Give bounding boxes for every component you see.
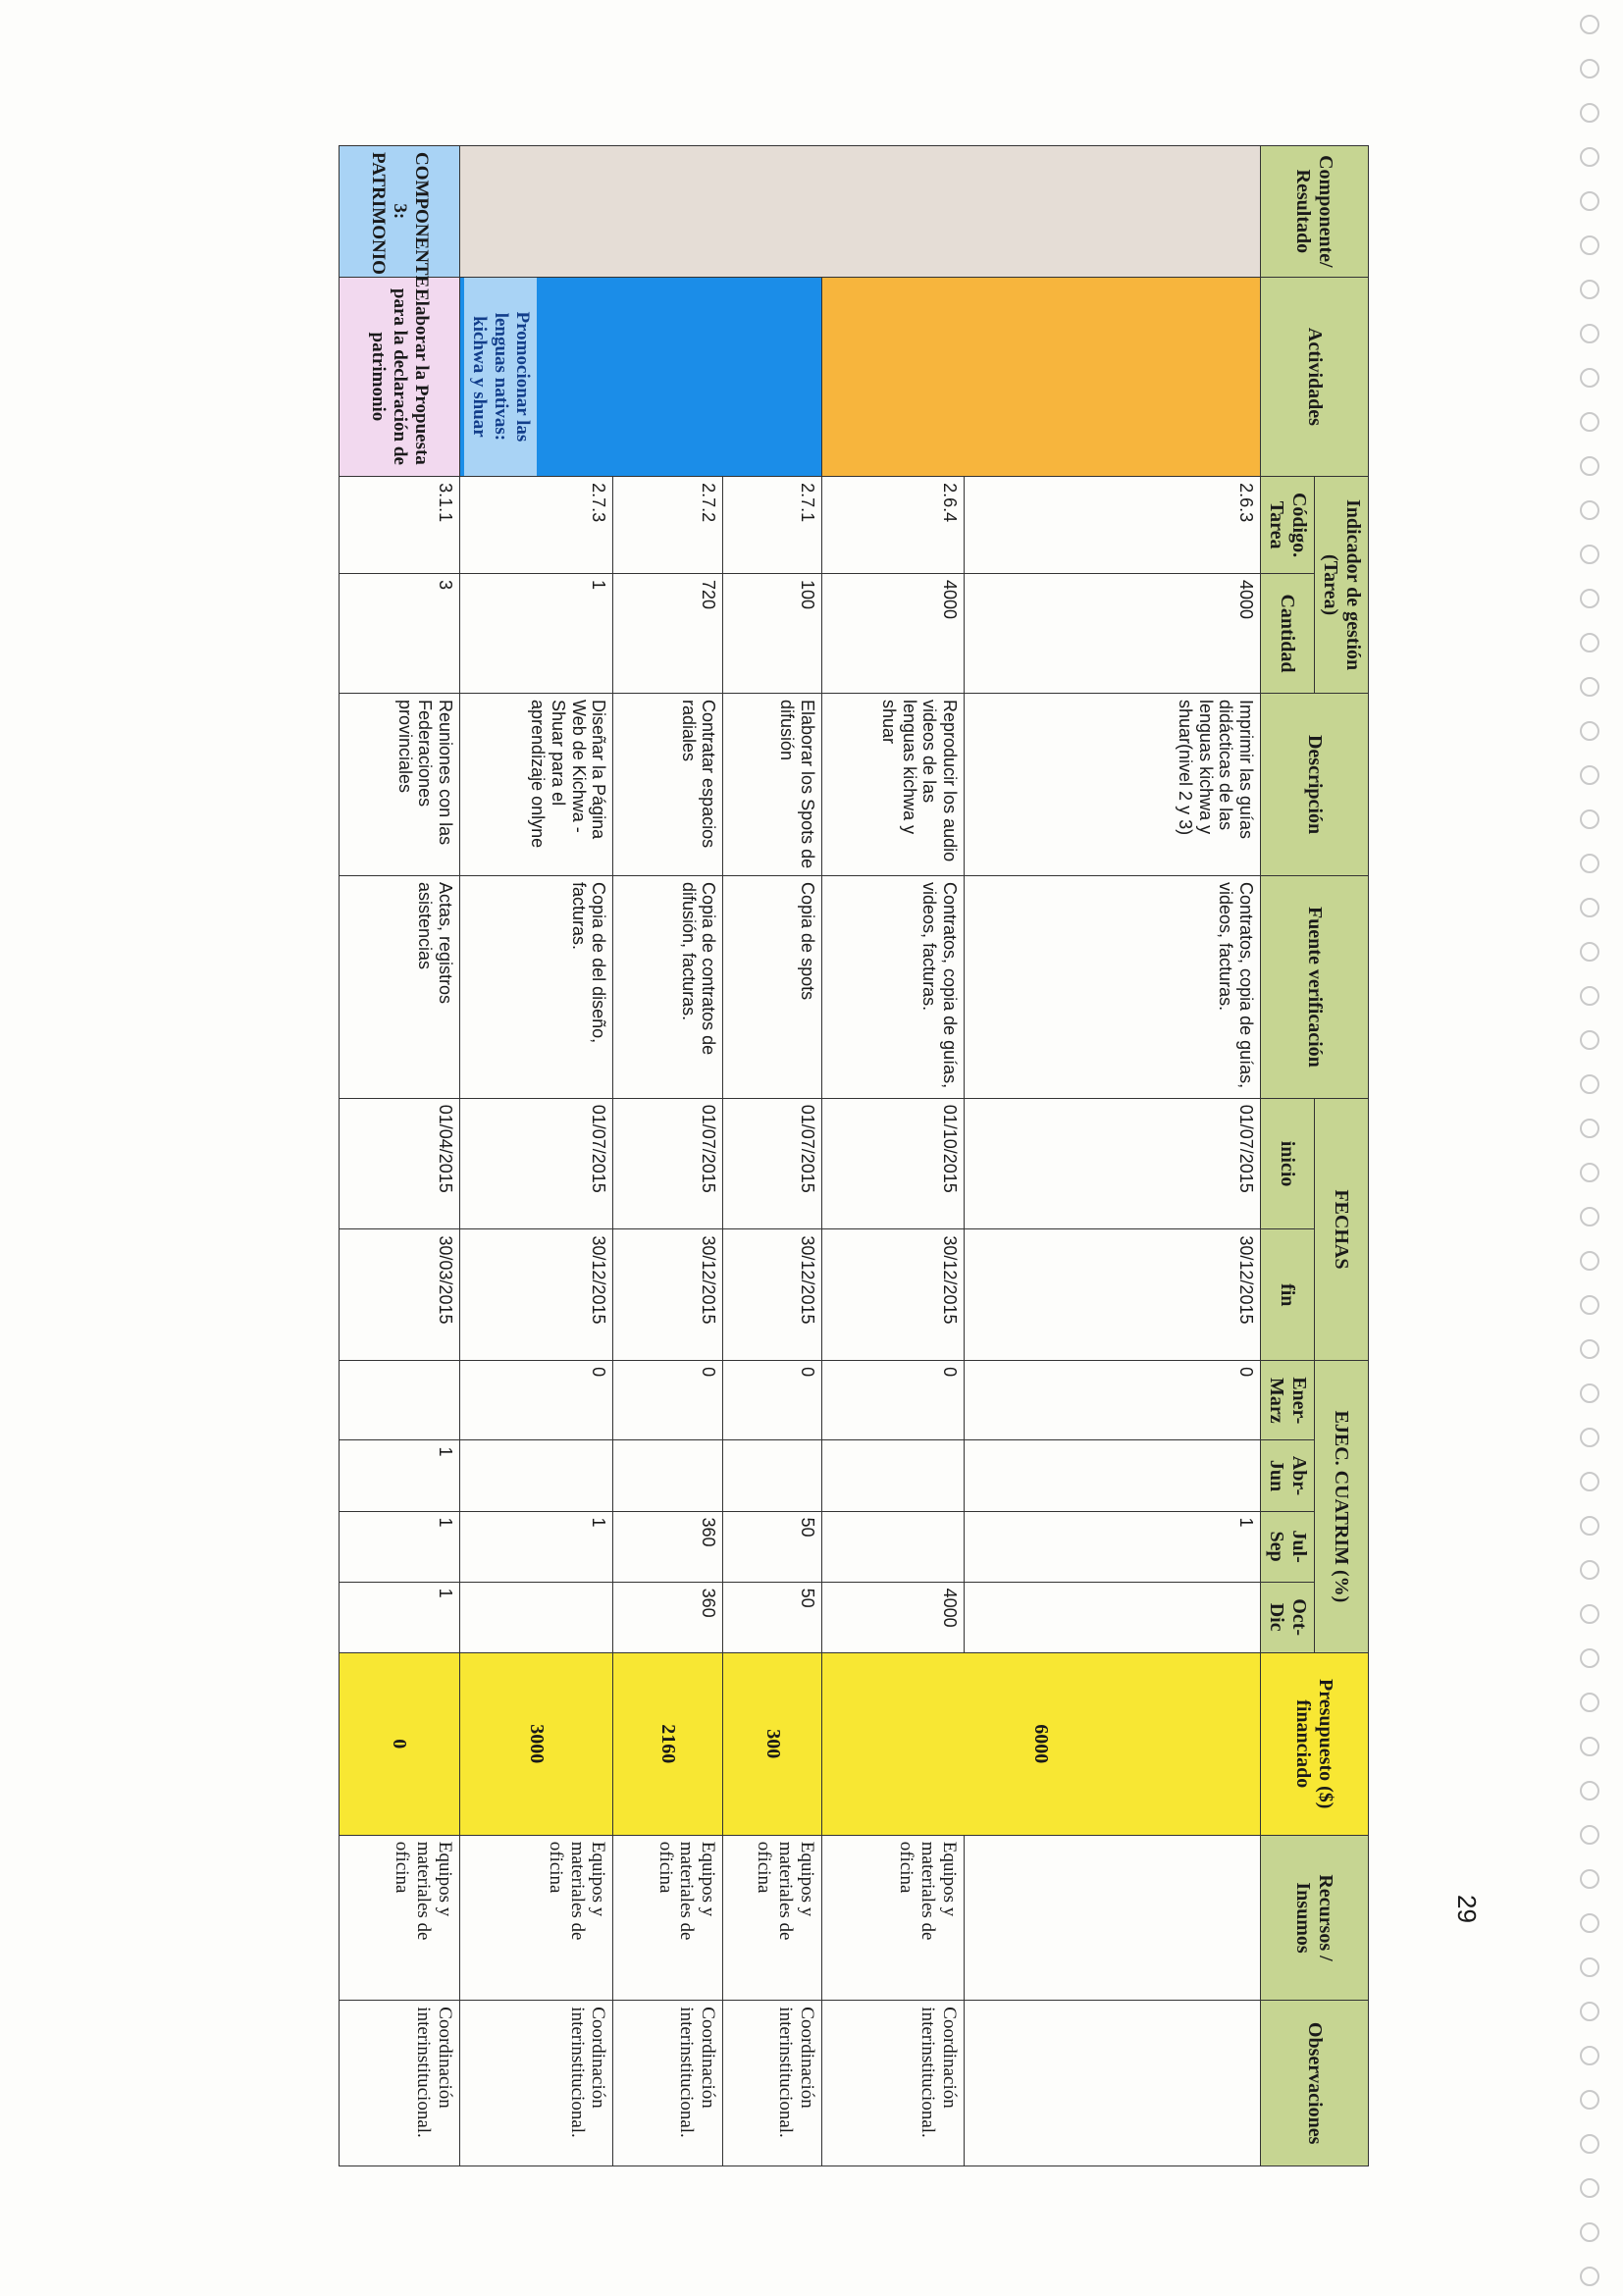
obs-cell: Coordinación interinstitucional. [460, 2001, 614, 2166]
recursos-cell: Equipos y materiales de oficina [821, 1835, 964, 2001]
descripcion-cell: Reuniones con las Federaciones provinciales [340, 694, 460, 876]
q1-cell: 0 [965, 1361, 1261, 1440]
page-number: 29 [1451, 1895, 1482, 1923]
planning-table [339, 145, 1369, 2166]
presupuesto-cell: 300 [723, 1652, 822, 1835]
q2-cell [821, 1440, 964, 1511]
obs-cell: Coordinación interinstitucional. [613, 2001, 723, 2166]
componente3-cell: COMPONENTE 3: PATRIMONIO [340, 146, 460, 278]
fuente-cell: Copia de contratos de difusión, facturas. [613, 876, 723, 1099]
recursos-cell: Equipos y materiales de oficina [460, 1835, 614, 2001]
cantidad-cell: 4000 [821, 573, 964, 693]
fuente-cell: Copia de spots [723, 876, 822, 1099]
header-indicador: Indicador de gestión (Tarea) [1315, 477, 1369, 694]
header-fechas: FECHAS [1315, 1098, 1369, 1360]
q3-cell: 1 [460, 1511, 614, 1582]
q1-cell: 0 [723, 1361, 822, 1440]
fuente-cell: Copia de del diseño, facturas. [460, 876, 614, 1099]
fuente-cell: Contratos, copia de guías, videos, facturas. [965, 876, 1261, 1099]
inicio-cell: 01/07/2015 [965, 1098, 1261, 1229]
q3-cell [821, 1511, 964, 1582]
table-row [965, 146, 1261, 2166]
descripcion-cell: Contratar espacios radiales [613, 694, 723, 876]
cantidad-cell: 1 [460, 573, 614, 693]
codigo-cell: 2.6.4 [821, 477, 964, 574]
header-q2: Abr-Jun [1261, 1440, 1315, 1511]
cantidad-cell: 3 [340, 573, 460, 693]
q4-cell [965, 1582, 1261, 1652]
inicio-cell: 01/04/2015 [340, 1098, 460, 1229]
header-componente: Componente/ Resultado [1261, 146, 1369, 278]
descripcion-cell: Diseñar la Página Web de Kichwa -Shuar para el aprendizaje onlyne [460, 694, 614, 876]
presupuesto-cell: 3000 [460, 1652, 614, 1835]
cantidad-cell: 720 [613, 573, 723, 693]
q4-cell [460, 1582, 614, 1652]
header-descripcion: Descripción [1261, 694, 1369, 876]
table-row [723, 146, 822, 2166]
activity-elaborar-cell: Elaborar la Propuesta para la declaración de patrimonio [340, 277, 460, 476]
fuente-cell: Actas, registros asistencias [340, 876, 460, 1099]
activity-promocionar-label: Promocionar las lenguas nativas: kichwa y shuar [464, 278, 537, 476]
q2-cell [613, 1440, 723, 1511]
q2-cell: 1 [340, 1440, 460, 1511]
header-presupuesto: Presupuesto ($) financiado [1261, 1652, 1369, 1835]
recursos-cell [965, 1835, 1261, 2001]
cantidad-cell: 100 [723, 573, 822, 693]
obs-cell: Coordinación interinstitucional. [340, 2001, 460, 2166]
planning-table-sheet [339, 145, 1369, 2166]
recursos-cell: Equipos y materiales de oficina [723, 1835, 822, 2001]
header-codigo: Código. Tarea [1261, 477, 1315, 574]
q4-cell: 1 [340, 1582, 460, 1652]
inicio-cell: 01/10/2015 [821, 1098, 964, 1229]
fin-cell: 30/12/2015 [460, 1229, 614, 1361]
recursos-cell: Equipos y materiales de oficina [613, 1835, 723, 2001]
activity-cell-blue [460, 277, 822, 476]
presupuesto-cell: 0 [340, 1652, 460, 1835]
codigo-cell: 2.7.3 [460, 477, 614, 574]
activity-cell-orange [821, 277, 1260, 476]
fin-cell: 30/12/2015 [821, 1229, 964, 1361]
header-observaciones: Observaciones [1261, 2001, 1369, 2166]
header-row-1 [1315, 146, 1369, 2166]
inicio-cell: 01/07/2015 [613, 1098, 723, 1229]
q4-cell: 50 [723, 1582, 822, 1652]
inicio-cell: 01/07/2015 [460, 1098, 614, 1229]
inicio-cell: 01/07/2015 [723, 1098, 822, 1229]
obs-cell: Coordinación interinstitucional. [723, 2001, 822, 2166]
q2-cell [723, 1440, 822, 1511]
fin-cell: 30/12/2015 [723, 1229, 822, 1361]
q3-cell: 1 [965, 1511, 1261, 1582]
header-fin: fin [1261, 1229, 1315, 1361]
descripcion-cell: Elaborar los Spots de difusión [723, 694, 822, 876]
header-recursos: Recursos / Insumos [1261, 1835, 1369, 2001]
header-inicio: inicio [1261, 1098, 1315, 1229]
fin-cell: 30/12/2015 [965, 1229, 1261, 1361]
q1-cell [340, 1361, 460, 1440]
codigo-cell: 2.6.3 [965, 477, 1261, 574]
fuente-cell: Contratos, copia de guías, videos, facturas. [821, 876, 964, 1099]
presupuesto-cell: 6000 [821, 1652, 1260, 1835]
binder-holes [1560, 0, 1619, 2296]
header-fuente: Fuente verificación [1261, 876, 1369, 1099]
obs-cell [965, 2001, 1261, 2166]
header-ejec: EJEC. CUATRIM (%) [1315, 1361, 1369, 1653]
q3-cell: 50 [723, 1511, 822, 1582]
recursos-cell: Equipos y materiales de oficina [340, 1835, 460, 2001]
table-row [340, 146, 460, 2166]
q1-cell: 0 [460, 1361, 614, 1440]
codigo-cell: 2.7.2 [613, 477, 723, 574]
fin-cell: 30/12/2015 [613, 1229, 723, 1361]
q4-cell: 4000 [821, 1582, 964, 1652]
q4-cell: 360 [613, 1582, 723, 1652]
q1-cell: 0 [821, 1361, 964, 1440]
header-cantidad: Cantidad [1261, 573, 1315, 693]
presupuesto-cell: 2160 [613, 1652, 723, 1835]
codigo-cell: 2.7.1 [723, 477, 822, 574]
q2-cell [965, 1440, 1261, 1511]
q2-cell [460, 1440, 614, 1511]
codigo-cell: 3.1.1 [340, 477, 460, 574]
cantidad-cell: 4000 [965, 573, 1261, 693]
obs-cell: Coordinación interinstitucional. [821, 2001, 964, 2166]
header-q4: Oct-Dic [1261, 1582, 1315, 1652]
header-q1: Ener-Marz [1261, 1361, 1315, 1440]
header-actividades: Actividades [1261, 277, 1369, 476]
q3-cell: 360 [613, 1511, 723, 1582]
descripcion-cell: Imprimir las guías didácticas de las lenguas kichwa y shuar(nivel 2 y 3) [965, 694, 1261, 876]
q1-cell: 0 [613, 1361, 723, 1440]
q3-cell: 1 [340, 1511, 460, 1582]
header-q3: Jul-Sep [1261, 1511, 1315, 1582]
descripcion-cell: Reproducir los audio videos de las lenguas kichwa y shuar [821, 694, 964, 876]
fin-cell: 30/03/2015 [340, 1229, 460, 1361]
componente-cell [460, 146, 1261, 278]
